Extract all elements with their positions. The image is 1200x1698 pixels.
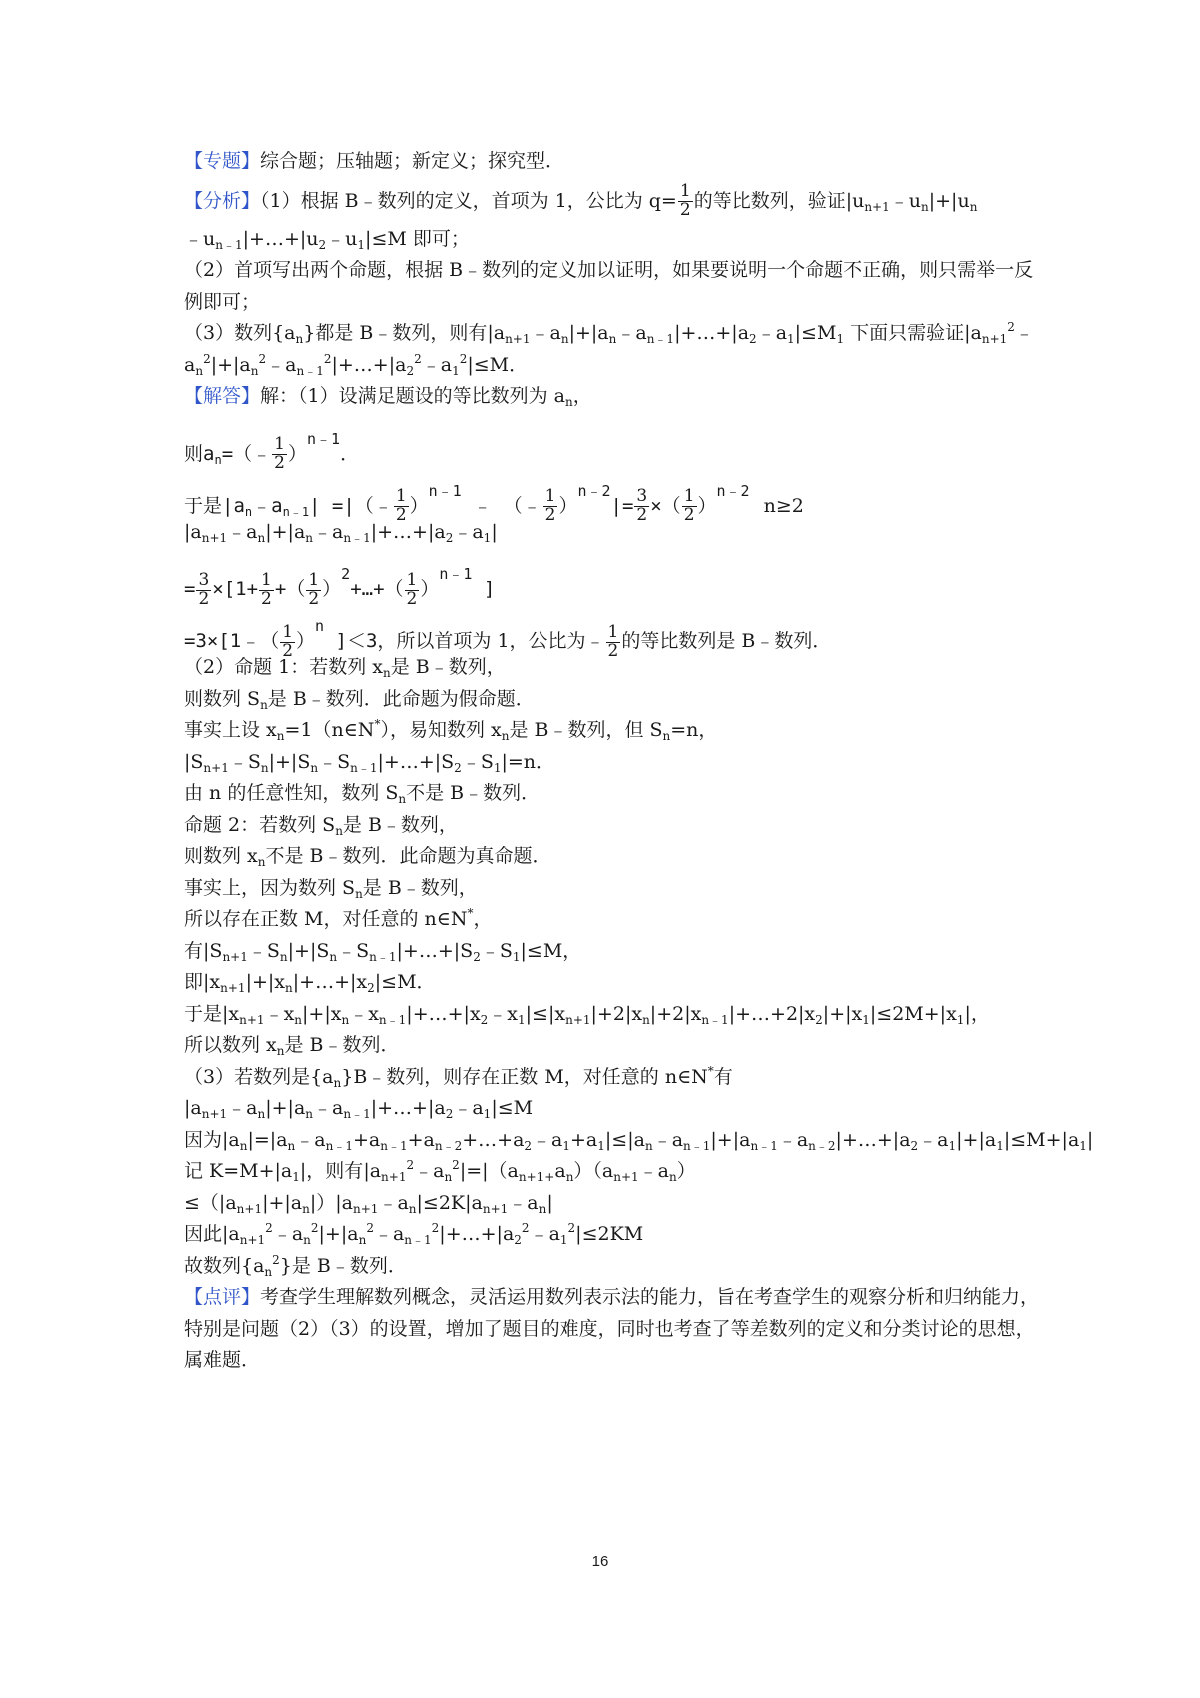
- answer-text: 不是 B﹣数列．: [406, 782, 541, 804]
- analysis-text: |+|a: [210, 353, 251, 376]
- answer-text: 所以存在正数 M，对任意的 n∈N: [184, 908, 468, 930]
- comment-text: 考查学生理解数列概念，灵活运用数列表示法的能力，旨在考查学生的观察分析和归纳能力，特别是问题（2）（3）的设置，增加了题目的难度，同时也考查了等差数列的定义和分类讨论的思想，属难题．: [184, 1286, 1040, 1371]
- answer-text: 是 B﹣数列．此命题为假命题．: [267, 687, 535, 710]
- answer-text: =n，: [670, 719, 718, 741]
- answer-part-2-line: （2）命题 1：若数列 $x_n$是 B﹣数列，: [184, 656, 506, 680]
- answer-line: 命题 2：若数列 $S_n$是 B﹣数列，: [184, 813, 458, 838]
- analysis-text: ﹣a: [756, 322, 788, 344]
- analysis-text: ﹣a: [616, 322, 647, 344]
- analysis-text: ﹣u: [889, 189, 921, 212]
- answer-line: 所以存在正数 M，对任意的 n∈N*，: [184, 906, 493, 930]
- analysis-text: ﹣a: [266, 353, 297, 376]
- topic-text: 综合题；压轴题；新定义；探究型．: [260, 150, 565, 172]
- answer-text: 事实上设 x: [184, 719, 277, 741]
- answer-text: 则数列 S: [184, 687, 261, 710]
- answer-line: 所以数列 $x_n$是 B﹣数列．: [184, 1034, 400, 1058]
- analysis-text: ﹣u: [326, 227, 358, 250]
- formula-k-def: 记 $K=M+|a_1|$，则有$|a_{n+1}^2﹣a_n^2|=|(a_{n+1+}a_n)(a_{n+1}﹣a_n)$: [184, 1158, 696, 1184]
- page-number: 16: [591, 1553, 609, 1570]
- formula-s-sum: $|S_{n+1}﹣S_n|+|S_n﹣S_{n﹣1}|+\dots+|S_2﹣S_1|=n$．: [184, 750, 556, 775]
- analysis-para-2: （2）首项写出两个命题，根据 B﹣数列的定义加以证明，如果要说明一个命题不正确，则只需举一反例即可；: [184, 259, 1034, 313]
- analysis-text: ﹣u: [184, 227, 216, 250]
- formula-a-abs: 因为$|a_n|=|a_n﹣a_{n﹣1}+a_{n﹣1}+a_{n﹣2}+\dots+a_2﹣a_1+a_1|\le|a_n﹣a_{n﹣1}|+|a_{n﹣1}﹣a_{n﹣2}|+\dots+|a_2﹣a_1|+|a_1|\le M+|a_1|$: [184, 1128, 1094, 1153]
- analysis-line-1: 【分析】（1）根据 B﹣数列的定义，首项为 1，公比为 q= $\frac{1}{2}$ 的等比数列，验证$|u_{n+1}﹣u_n|+|u_n$: [184, 181, 978, 220]
- formula-square-bound: 因此$|a_{n+1}^2﹣a_n^2|+|a_n^2﹣a_{n﹣1}^2|+\dots+|a_2^2﹣a_1^2|\le 2KM$: [184, 1221, 644, 1247]
- answer-text: ，所以首项为 1，公比为﹣: [377, 630, 605, 652]
- analysis-text: ﹣a: [421, 353, 453, 376]
- formula-an: 则$a_n=(﹣$ $\frac{1}{2}$ ）$^{n﹣1}$．: [184, 429, 360, 473]
- comment-para: [184, 1282, 1044, 1377]
- answer-line: 则数列 $x_n$不是 B﹣数列．此命题为真命题．: [184, 845, 552, 869]
- answer-line: 由 n 的任意性知，数列 $S_n$不是 B﹣数列．: [184, 782, 541, 806]
- answer-text: 因此: [184, 1223, 223, 1245]
- answer-text: 因为: [184, 1128, 223, 1151]
- answer-text: 是 B﹣数列，: [362, 876, 478, 899]
- answer-text: 由 n 的任意性知，数列 S: [184, 782, 399, 804]
- answer-text: 有: [184, 939, 204, 962]
- answer-text: 则数列 x: [184, 845, 258, 867]
- answer-text: 即: [184, 971, 204, 993]
- answer-text: 于是: [184, 494, 223, 517]
- answer-text: （2）命题 1：若数列 x: [184, 656, 383, 678]
- formula-geometric-sum: = $\frac{3}{2}$ ×[1+ $\frac{1}{2}$ +（ $\frac{1}{2}$ ）$^2$+…+（ $\frac{1}{2}$ ）$^{n﹣1}$ ]: [184, 565, 496, 609]
- formula-bound: =3×[1﹣（ $\frac{1}{2}$ ）$^n$ ]＜3，所以首项为 1，公比为﹣ $\frac{1}{2}$ 的等比数列是 B﹣数列．: [184, 617, 832, 661]
- answer-text: =1（n∈N: [284, 719, 375, 741]
- analysis-text: a: [184, 353, 196, 376]
- answer-line-1: 【解答】解：（1）设满足题设的等比数列为 $a_n$，: [184, 385, 592, 409]
- answer-tag: 【解答】: [184, 385, 261, 407]
- formula-sum-abs: $|a_{n+1}﹣a_n|+|a_n﹣a_{n﹣1}|+\dots+|a_2﹣a_1|$: [184, 520, 498, 545]
- analysis-text: |+|u: [928, 189, 970, 212]
- formula-x-bound: 即$|x_{n+1}|+|x_n|+\dots+|x_2|\le M$．: [184, 971, 436, 995]
- analysis-tag: 【分析】: [184, 189, 261, 212]
- formula-a-bound: $|a_{n+1}﹣a_n|+|a_n﹣a_{n﹣1}|+\dots+|a_2﹣a_1|\le M$: [184, 1097, 534, 1121]
- formula-x-diff: 于是$|x_{n+1}﹣x_n|+|x_n﹣x_{n﹣1}|+\dots+|x_2﹣x_1|\le|x_{n+1}|+2|x_n|+2|x_{n﹣1}|+\dots+2|x_2|+|x_1|\le 2M+|x_1|$，: [184, 1002, 990, 1027]
- answer-text: （3）若数列是{a: [184, 1065, 334, 1088]
- answer-text: }B﹣数列，则存在正数 M，对任意的 n∈N: [341, 1065, 708, 1088]
- analysis-text: |+…+|a: [674, 322, 750, 344]
- answer-line: 故数列$\{a_n^2\}$是 B﹣数列．: [184, 1252, 407, 1279]
- answer-text: 所以数列 x: [184, 1034, 277, 1056]
- answer-text: 则: [184, 442, 204, 465]
- analysis-line-3: （3）数列$\{a_n\}$都是 B﹣数列，则有$|a_{n+1}﹣a_n|+|a_n﹣a_{n﹣1}|+\dots+|a_2﹣a_1|\le M_1$ 下面只需验证$|a_{n+1}^2﹣$: [184, 320, 1034, 346]
- fraction-one-half: $\frac{1}{2}$: [679, 181, 691, 220]
- analysis-text: }都是 B﹣数列，则有|a: [303, 322, 506, 344]
- answer-text: |，则有: [299, 1160, 364, 1182]
- analysis-text: |≤M．: [467, 353, 529, 376]
- analysis-text: |+…+|u: [242, 227, 319, 250]
- analysis-line-4: $a_n^2|+|a_n^2﹣a_{n﹣1}^2|+\dots+|a_2^2﹣a_1^2|\le M$．: [184, 351, 529, 378]
- answer-text: 是 B﹣数列，: [342, 813, 458, 836]
- answer-text: 解：（1）设满足题设的等比数列为 a: [260, 385, 565, 407]
- analysis-text: 的等比数列，验证|u: [693, 189, 865, 212]
- topic-tag: 【专题】: [184, 150, 261, 172]
- analysis-text: |+…+|a: [331, 353, 407, 376]
- analysis-text: 下面只需验证|a: [844, 322, 982, 344]
- analysis-text: （3）数列{a: [184, 322, 296, 344]
- analysis-text: |≤M 即可；: [365, 227, 470, 250]
- answer-text: n≥2: [763, 494, 804, 517]
- answer-text: 是 B﹣数列．: [284, 1034, 400, 1056]
- analysis-text: ﹣: [1014, 322, 1034, 344]
- answer-text: 是 B﹣数列，但 S: [509, 719, 663, 741]
- answer-text: 有: [713, 1065, 733, 1088]
- answer-text: 不是 B﹣数列．此命题为真命题．: [265, 845, 552, 867]
- answer-line: 则数列 $S_n$是 B﹣数列．此命题为假命题．: [184, 687, 535, 712]
- answer-text: 命题 2：若数列 S: [184, 813, 336, 836]
- answer-text: 于是: [184, 1002, 223, 1025]
- answer-line: 事实上设 $x_n=1(n\in N^*)$，易知数列 $x_n$是 B﹣数列，但 $S_n=n$，: [184, 717, 718, 743]
- answer-text: ，: [473, 908, 493, 930]
- answer-text: 的等比数列是 B﹣数列．: [621, 630, 832, 652]
- analysis-text: |≤M: [794, 322, 837, 344]
- answer-line: 事实上，因为数列 $S_n$是 B﹣数列，: [184, 876, 478, 901]
- answer-text: }是 B﹣数列．: [279, 1254, 407, 1277]
- topic-line: [184, 146, 1044, 178]
- solution-body: [184, 146, 1094, 1377]
- formula-diff: 于是$|a_n﹣a_{n﹣1}|$ =|（﹣ $\frac{1}{2}$ ）$^{n﹣1}$ ﹣ （﹣ $\frac{1}{2}$ ）$^{n﹣2}$|= $\frac{3}{2}$ ×（ $\frac{1}{2}$ ）$^{n﹣2}$n≥2: [184, 481, 804, 525]
- answer-part-3-line: （3）若数列是$\{a_n\}B﹣$数列，则存在正数 M，对任意的 n∈N*有: [184, 1063, 733, 1090]
- answer-text: 事实上，因为数列 S: [184, 876, 356, 899]
- comment-tag: 【点评】: [184, 1286, 261, 1308]
- analysis-text: （1）根据 B﹣数列的定义，首项为 1，公比为 q=: [260, 189, 677, 212]
- answer-text: ），易知数列 x: [380, 719, 502, 741]
- formula-ineq: $\le(|a_{n+1}|+|a_n|)|a_{n+1}﹣a_n|\le 2K|a_{n+1}﹣a_n|$: [184, 1191, 553, 1216]
- formula-s-bound: 有$|S_{n+1}﹣S_n|+|S_n﹣S_{n﹣1}|+\dots+|S_2﹣S_1|\le M$，: [184, 939, 582, 964]
- answer-text: 故数列{a: [184, 1254, 265, 1277]
- analysis-text: ﹣a: [530, 322, 561, 344]
- analysis-line-2: $﹣u_{n﹣1}|+\dots+|u_2﹣u_1|\le M$ 即可；: [184, 227, 470, 252]
- analysis-text: |+|a: [568, 322, 609, 344]
- answer-text: 记 K=M+|a: [184, 1160, 293, 1182]
- answer-text: 是 B﹣数列，: [390, 656, 506, 678]
